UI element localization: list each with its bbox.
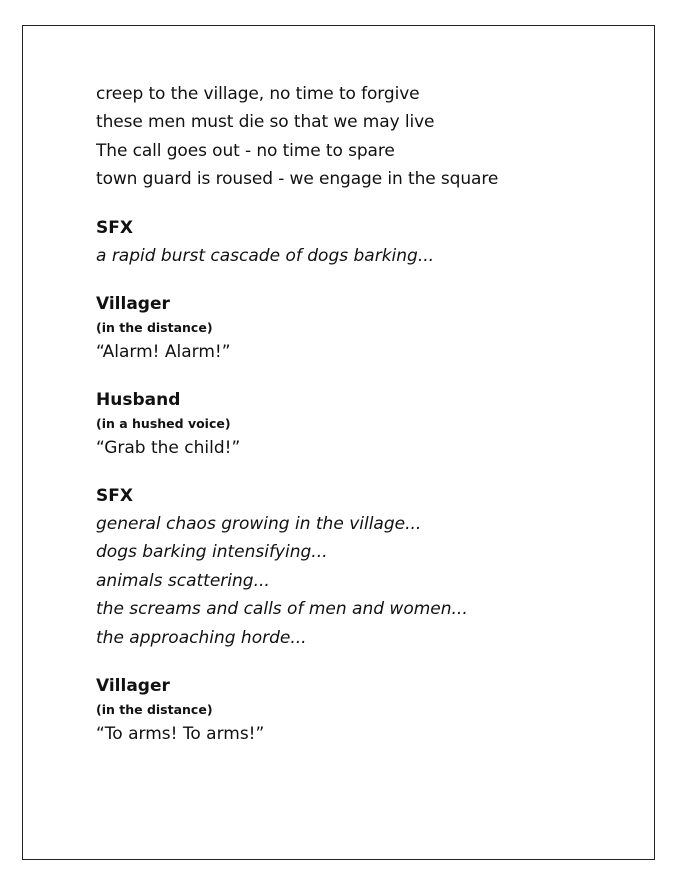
- sfx-line: the screams and calls of men and women...: [96, 599, 468, 620]
- verse-line: creep to the village, no time to forgive: [96, 84, 420, 104]
- dialogue-block-villager: [96, 290, 616, 366]
- verse-line: town guard is roused - we engage in the square: [96, 169, 499, 190]
- dialogue-line: “Alarm! Alarm!”: [96, 342, 231, 363]
- dialogue-line: “To arms! To arms!”: [96, 724, 265, 745]
- sfx-line: animals scattering...: [96, 570, 270, 591]
- sfx-line: dogs barking intensifying...: [96, 542, 328, 563]
- character-name: Husband: [96, 390, 181, 411]
- verse-line: The call goes out - no time to spare: [96, 140, 395, 161]
- script-content: [96, 80, 616, 748]
- sfx-line: general chaos growing in the village...: [96, 514, 422, 535]
- sfx-block: [96, 214, 616, 270]
- character-name: Villager: [96, 676, 170, 697]
- character-name: Villager: [96, 294, 170, 315]
- verse-block: [96, 80, 616, 194]
- sfx-heading: SFX: [96, 217, 133, 238]
- sfx-line: the approaching horde...: [96, 627, 307, 648]
- sfx-line: a rapid burst cascade of dogs barking...: [96, 245, 435, 266]
- sfx-block: [96, 482, 616, 652]
- script-page: [22, 25, 655, 860]
- parenthetical: (in the distance): [96, 702, 213, 718]
- parenthetical: (in the distance): [96, 320, 213, 336]
- dialogue-line: “Grab the child!”: [96, 438, 241, 459]
- parenthetical: (in a hushed voice): [96, 416, 231, 432]
- verse-line: these men must die so that we may live: [96, 112, 435, 133]
- sfx-heading: SFX: [96, 486, 133, 507]
- dialogue-block-villager: [96, 672, 616, 748]
- dialogue-block-husband: [96, 386, 616, 462]
